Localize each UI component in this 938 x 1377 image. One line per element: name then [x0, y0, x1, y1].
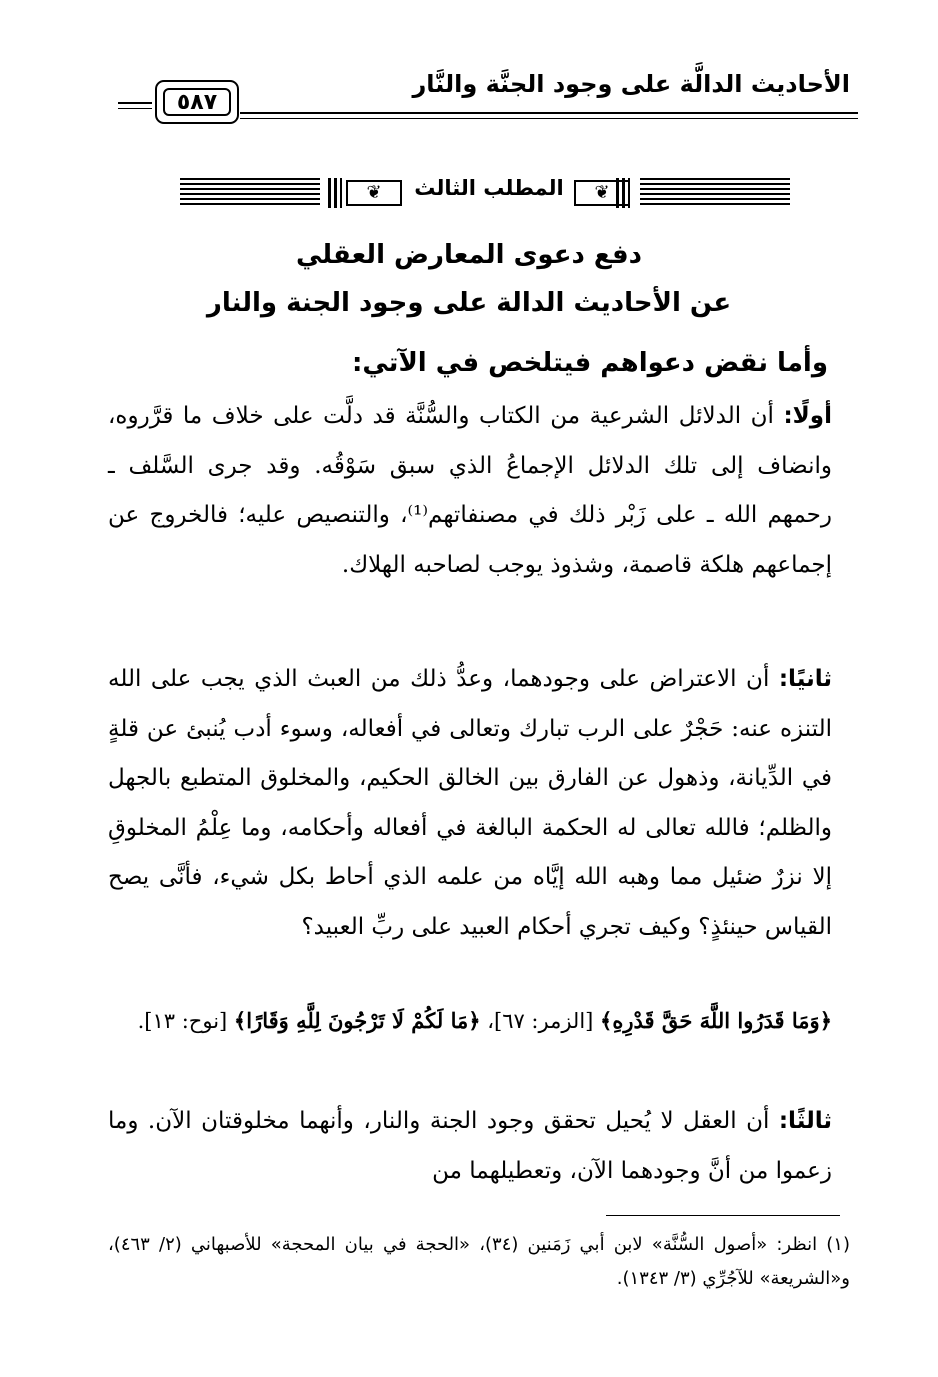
ornament-bars-right [616, 178, 630, 208]
paragraph-text: أن العقل لا يُحيل تحقق وجود الجنة والنار، وأنهما مخلوقتان الآن. وما زعموا من أنَّ وجودهما الآن، وتعطيلهما من [108, 1108, 832, 1184]
verse-reference: [الزمر: ٦٧]، [480, 1009, 601, 1033]
verse-quote: ﴿وَمَا قَدَرُوا اللَّهَ حَقَّ قَدْرِهِ﴾ [600, 1008, 832, 1033]
verse-quote: ﴿مَا لَكُمْ لَا تَرْجُونَ لِلَّهِ وَقَارًا﴾ [233, 1008, 481, 1033]
chapter-heading-line1: دفع دعوى المعارض العقلي [296, 240, 642, 270]
paragraph-lead: أولًا: [783, 403, 832, 429]
section-ornament-row [180, 172, 790, 214]
paragraph-third [108, 1097, 832, 1196]
paragraph-first [108, 392, 832, 590]
footnote: (١) انظر: «أصول السُّنَّة» لابن أبي زَمَنين (٣٤)، «الحجة في بيان المحجة» للأصبهاني (٢/ ٤٦٣)، و«الشريعة» للآجُرِّي (٣/ ١٣٤٣). [108, 1234, 850, 1289]
running-title: الأحاديث الدالَّة على وجود الجنَّة والنَّار [412, 70, 850, 98]
header-left-rule [118, 102, 152, 109]
ornament-flourish-left-icon: ❦ [346, 180, 402, 206]
paragraph-text: أن الاعتراض على وجودهما، وعدُّ ذلك من العبث الذي يجب على الله التنزه عنه: حَجْرٌ على الرب تبارك وتعالى في أفعاله، وسوء أدب يُنبئ عن قلةٍ في الدِّيانة، وذهول عن الفارق بين الخالق الحكيم، والمخلوق المتطبع بالجهل والظلم؛ فالله تعالى له الحكمة البالغة في أفعاله وأحكامه، وما عِلْمُ المخلوقِ إلا نزرٌ ضئيل مما وهبه الله إيَّاه من علمه الذي أحاط بكل شيء، فأنَّى يصح القياس حينئذٍ؟ وكيف تجري أحكام العبيد على ربِّ العبيد؟ [108, 666, 832, 940]
paragraph-text: أن الدلائل الشرعية من الكتاب والسُّنَّة قد دلَّت على خلاف ما قرَّروه، وانضاف إلى تلك الدلائل الإجماعُ الذي سبق سَوْقُه. وقد جرى السَّلف ـ رحمهم الله ـ على زَبْر ذلك في مصنفاتهم⁽¹⁾، والتنصيص عليه؛ فالخروج عن إجماعهم هلكة قاصمة، وشذوذ يوجب لصاحبه الهلاك. [108, 403, 832, 578]
paragraph-lead: ثالثًا: [778, 1108, 832, 1134]
paragraph-lead: ثانيًا: [778, 666, 832, 692]
paragraph-second [108, 655, 832, 952]
ornament-flourish-right-icon: ❦ [574, 180, 630, 206]
ornament-lines-right [640, 178, 790, 208]
header-rule [240, 112, 858, 119]
quran-verses [108, 996, 832, 1046]
intro-line: وأما نقض دعواهم فيتلخص في الآتي: [351, 348, 828, 378]
footnote-rule [606, 1215, 840, 1216]
verse-reference: [نوح: ١٣]. [137, 1009, 234, 1033]
section-label: المطلب الثالث [414, 176, 564, 200]
page-number: ٥٨٧ [163, 88, 231, 116]
ornament-bars-left [328, 178, 342, 208]
chapter-heading-line2: عن الأحاديث الدالة على وجود الجنة والنار [206, 288, 732, 318]
page-number-frame [155, 80, 239, 124]
ornament-lines-left [180, 178, 320, 208]
